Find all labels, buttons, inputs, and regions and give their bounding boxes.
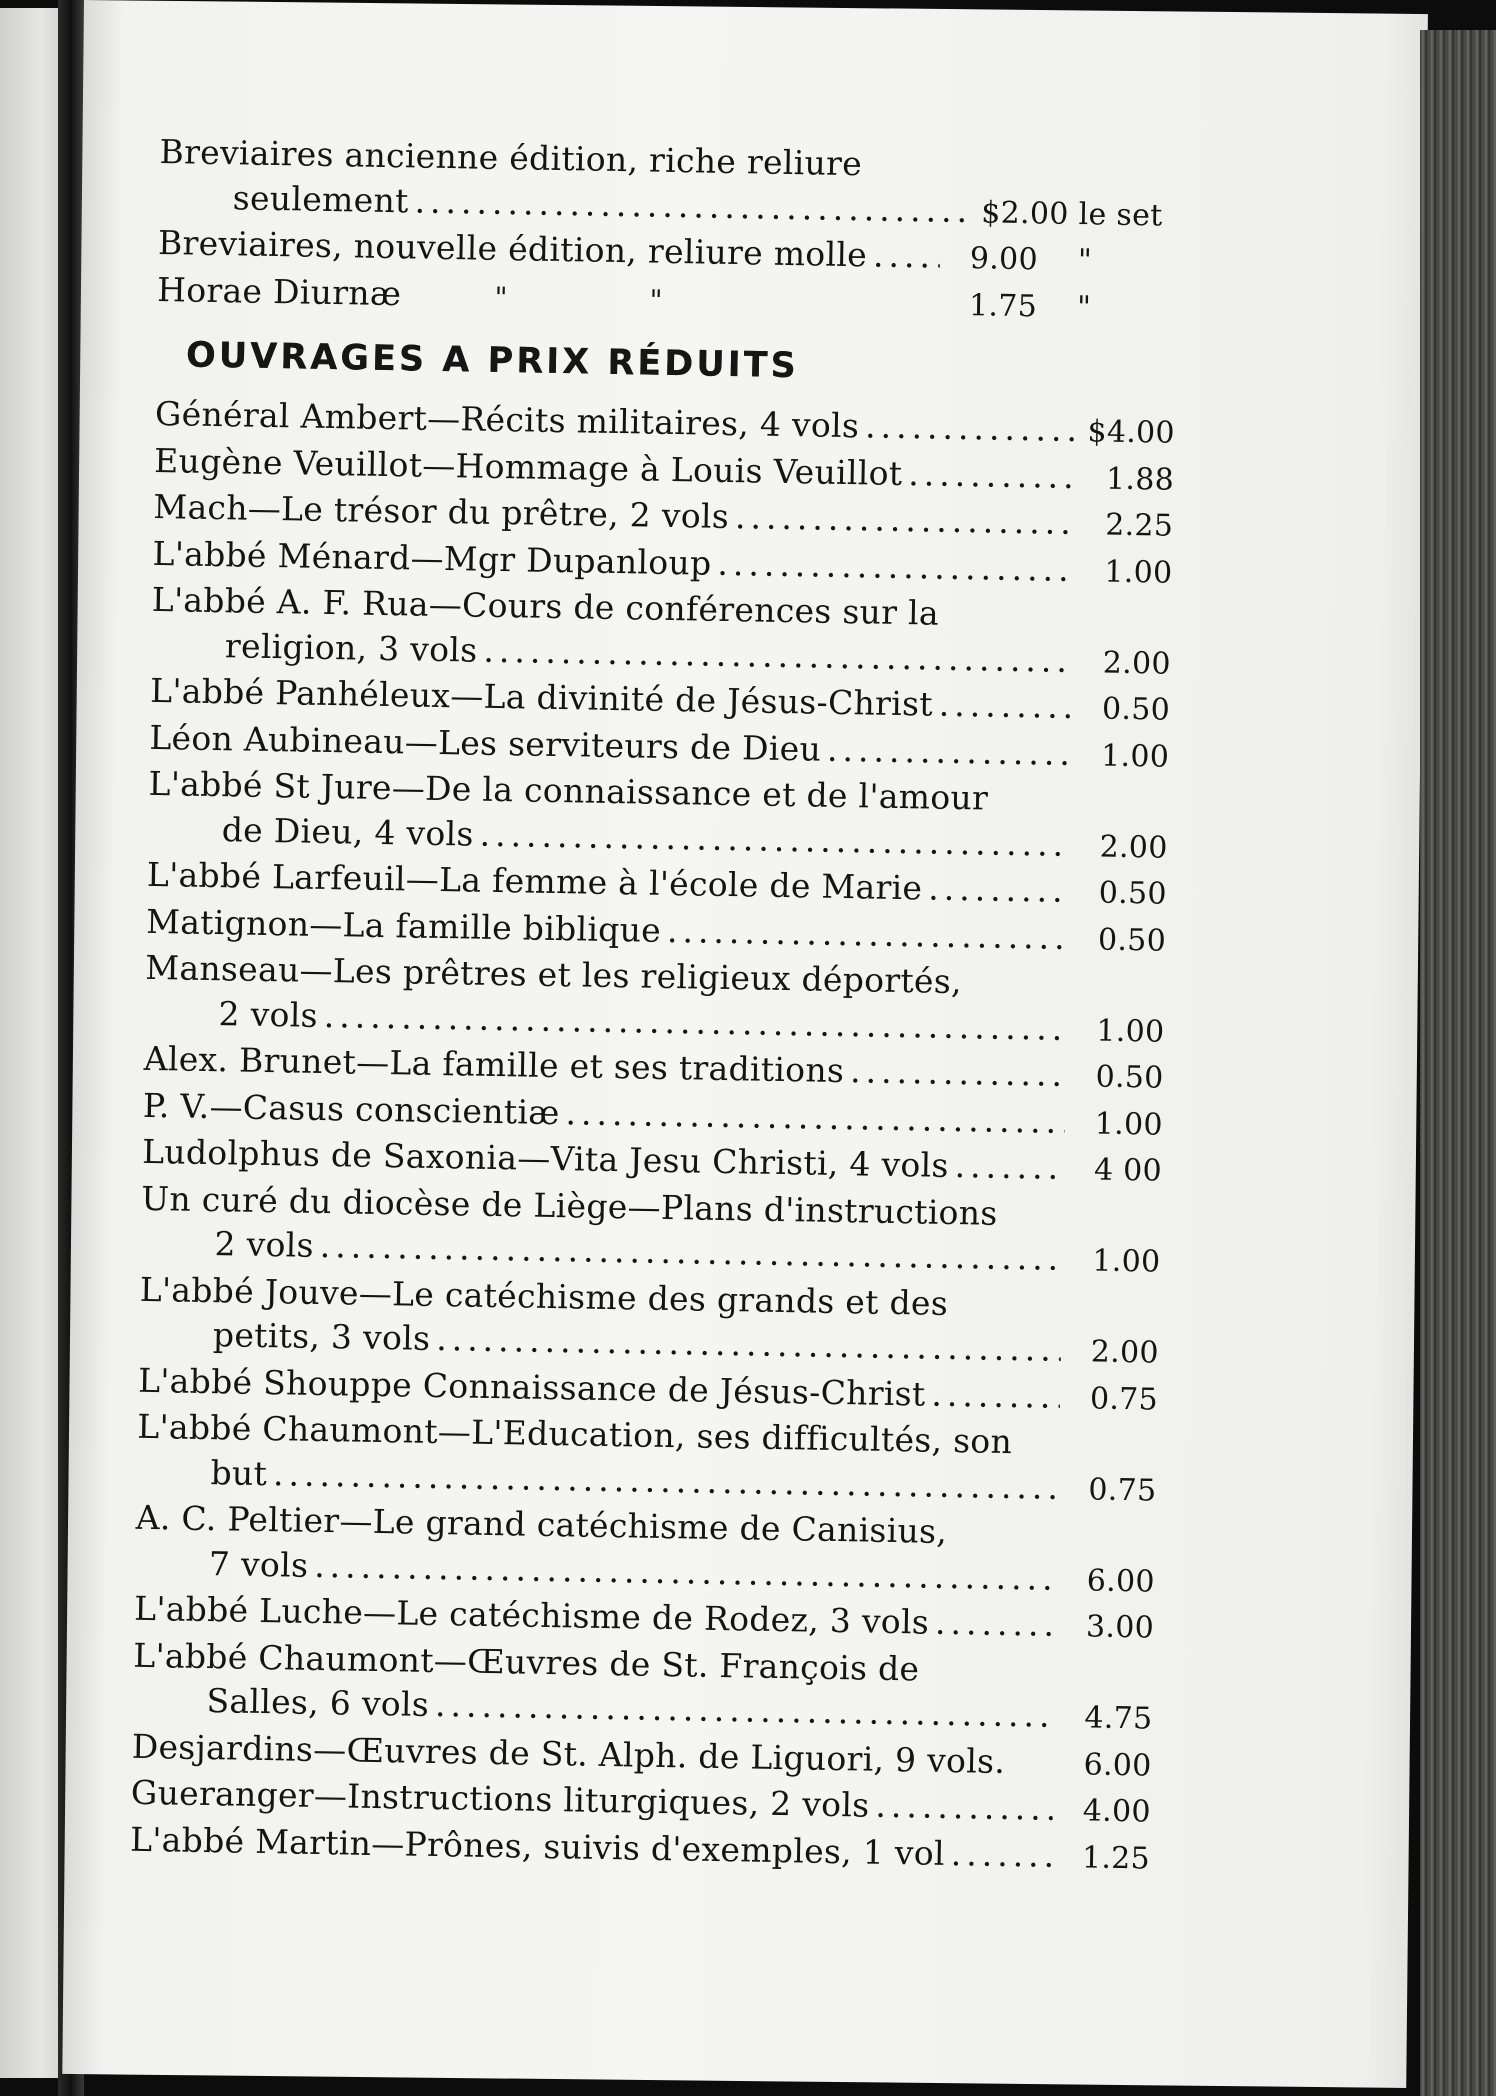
item-price: 0.75 (1088, 1471, 1157, 1509)
dot-leader (950, 1832, 1052, 1878)
dot-leader (414, 179, 971, 233)
item-text: P. V.—Casus conscientiæ (142, 1085, 560, 1132)
item-price: 9.00 (969, 241, 1039, 278)
dot-leader (873, 233, 941, 279)
item-price: 1.00 (1100, 738, 1170, 775)
item-price: 1.00 (1096, 1012, 1165, 1050)
item-text: Breviaires, nouvelle édition, reliure molle (157, 222, 868, 275)
ditto-mark: " (649, 283, 664, 317)
item-text: Léon Aubineau—Les serviteurs de Dieu (149, 717, 822, 769)
dot-leader (565, 1091, 1065, 1144)
item-price: 1.00 (1104, 554, 1173, 591)
item-text: petits, 3 vols (212, 1315, 431, 1358)
item-text: 2 vols (218, 993, 319, 1035)
item-price: 1.00 (1092, 1243, 1161, 1280)
item-unit: le set (1078, 196, 1163, 234)
dot-leader (928, 867, 1069, 914)
dot-leader (875, 1784, 1053, 1832)
item-text: Desjardins—Œuvres de St. Alph. de Liguori, 9 vols. (131, 1726, 1006, 1781)
item-price: 0.50 (1097, 921, 1167, 959)
item-text: Gueranger—Instructions liturgiques, 2 vols (130, 1772, 870, 1825)
item-price: 1.88 (1105, 461, 1175, 498)
dot-leader (827, 727, 1072, 776)
breviaires-list (157, 130, 1180, 332)
item-price: 4.00 (1082, 1793, 1152, 1830)
dot-leader (436, 1317, 1061, 1372)
item-text: Un curé du diocèse de Liège—Plans d'instructions (141, 1178, 998, 1233)
item-text: L'abbé Panhéleux—La divinité de Jésus-Christ (149, 670, 934, 724)
dot-leader (931, 1372, 1060, 1419)
dot-leader (850, 1049, 1066, 1097)
item-price: 2.25 (1104, 507, 1174, 544)
page-content (130, 130, 1180, 1882)
item-price: 0.75 (1089, 1380, 1159, 1418)
item-price: 1.25 (1081, 1839, 1151, 1877)
item-text: Breviaires ancienne édition, riche reliure (159, 131, 863, 184)
item-text: Matignon—La famille biblique (145, 901, 662, 950)
item-text: L'abbé Martin—Prônes, suivis d'exemples, 1 vol (129, 1819, 946, 1873)
item-text: Général Ambert—Récits militaires, 4 vols (154, 393, 860, 446)
item-price: 4.75 (1084, 1700, 1153, 1737)
item-text: L'abbé Jouve—Le catéchisme des grands et des (139, 1269, 949, 1323)
item-text: L'abbé A. F. Rua—Cours de conférences sur la (151, 579, 940, 633)
item-text: but (210, 1452, 268, 1493)
dot-leader (667, 908, 1069, 959)
item-text: L'abbé St Jure—De la connaissance et de l'amour (148, 763, 989, 818)
item-price: 0.50 (1098, 875, 1168, 912)
dot-leader (908, 452, 1077, 499)
dot-leader (735, 495, 1076, 545)
dot-leader (479, 812, 1070, 867)
dot-leader (935, 1601, 1057, 1648)
item-price: 1.75 (968, 287, 1038, 324)
item-price: 1.00 (1094, 1105, 1164, 1143)
item-text: 7 vols (208, 1543, 309, 1585)
facing-page-edge (0, 8, 58, 2078)
item-price: 2.00 (1102, 645, 1172, 682)
dot-leader (954, 1144, 1064, 1190)
dot-leader (435, 1683, 1055, 1738)
page-edges (1420, 30, 1496, 2096)
item-text: religion, 3 vols (224, 625, 478, 670)
dot-leader (717, 541, 1075, 592)
item-text: Alex. Brunet—La famille et ses traditions (143, 1038, 845, 1091)
item-text: Mach—Le trésor du prêtre, 2 vols (153, 486, 730, 536)
item-text: Manseau—Les prêtres et les religieux déportés, (145, 947, 963, 1002)
item-price: 3.00 (1085, 1609, 1155, 1646)
item-text: L'abbé Chaumont—Œuvres de St. François de (133, 1635, 920, 1688)
item-text: L'abbé Shouppe Connaissance de Jésus-Christ (137, 1360, 926, 1414)
item-price: $4.00 (1087, 414, 1176, 451)
item-price: $2.00 (980, 194, 1069, 232)
ditto-mark: " (1077, 243, 1093, 279)
item-text: de Dieu, 4 vols (221, 809, 475, 854)
item-text: L'abbé Luche—Le catéchisme de Rodez, 3 vols (133, 1588, 930, 1642)
item-price: 6.00 (1086, 1562, 1156, 1600)
item-price: 0.50 (1101, 691, 1171, 728)
item-price: 2.00 (1099, 829, 1168, 866)
ditto-mark: " (494, 280, 509, 314)
item-text: A. C. Peltier—Le grand catéchisme de Canisius, (135, 1497, 948, 1551)
section-heading: OUVRAGES A PRIX RÉDUITS (185, 335, 800, 387)
item-text: L'abbé Chaumont—L'Education, ses difficultés, son (137, 1406, 1013, 1462)
item-text: Horae Diurnæ (156, 269, 402, 313)
item-price: 0.50 (1095, 1059, 1164, 1096)
reduced-price-list (130, 392, 1176, 1882)
item-price: 6.00 (1083, 1746, 1152, 1784)
item-price: 2.00 (1090, 1334, 1160, 1371)
dot-leader (865, 404, 1078, 452)
item-text: 2 vols (214, 1224, 315, 1265)
item-text: seulement (232, 177, 409, 220)
dot-leader (938, 683, 1072, 730)
item-text: L'abbé Larfeuil—La femme à l'école de Marie (146, 854, 923, 908)
ditto-mark: " (1076, 289, 1092, 325)
item-text: Eugène Veuillot—Hommage à Louis Veuillot (153, 440, 903, 493)
item-text: Salles, 6 vols (206, 1681, 430, 1724)
item-text: Ludolphus de Saxonia—Vita Jesu Christi, 4 vols (141, 1131, 950, 1185)
item-price: 4 00 (1093, 1152, 1163, 1189)
dot-leader (483, 628, 1073, 683)
item-text: L'abbé Ménard—Mgr Dupanloup (152, 533, 712, 583)
